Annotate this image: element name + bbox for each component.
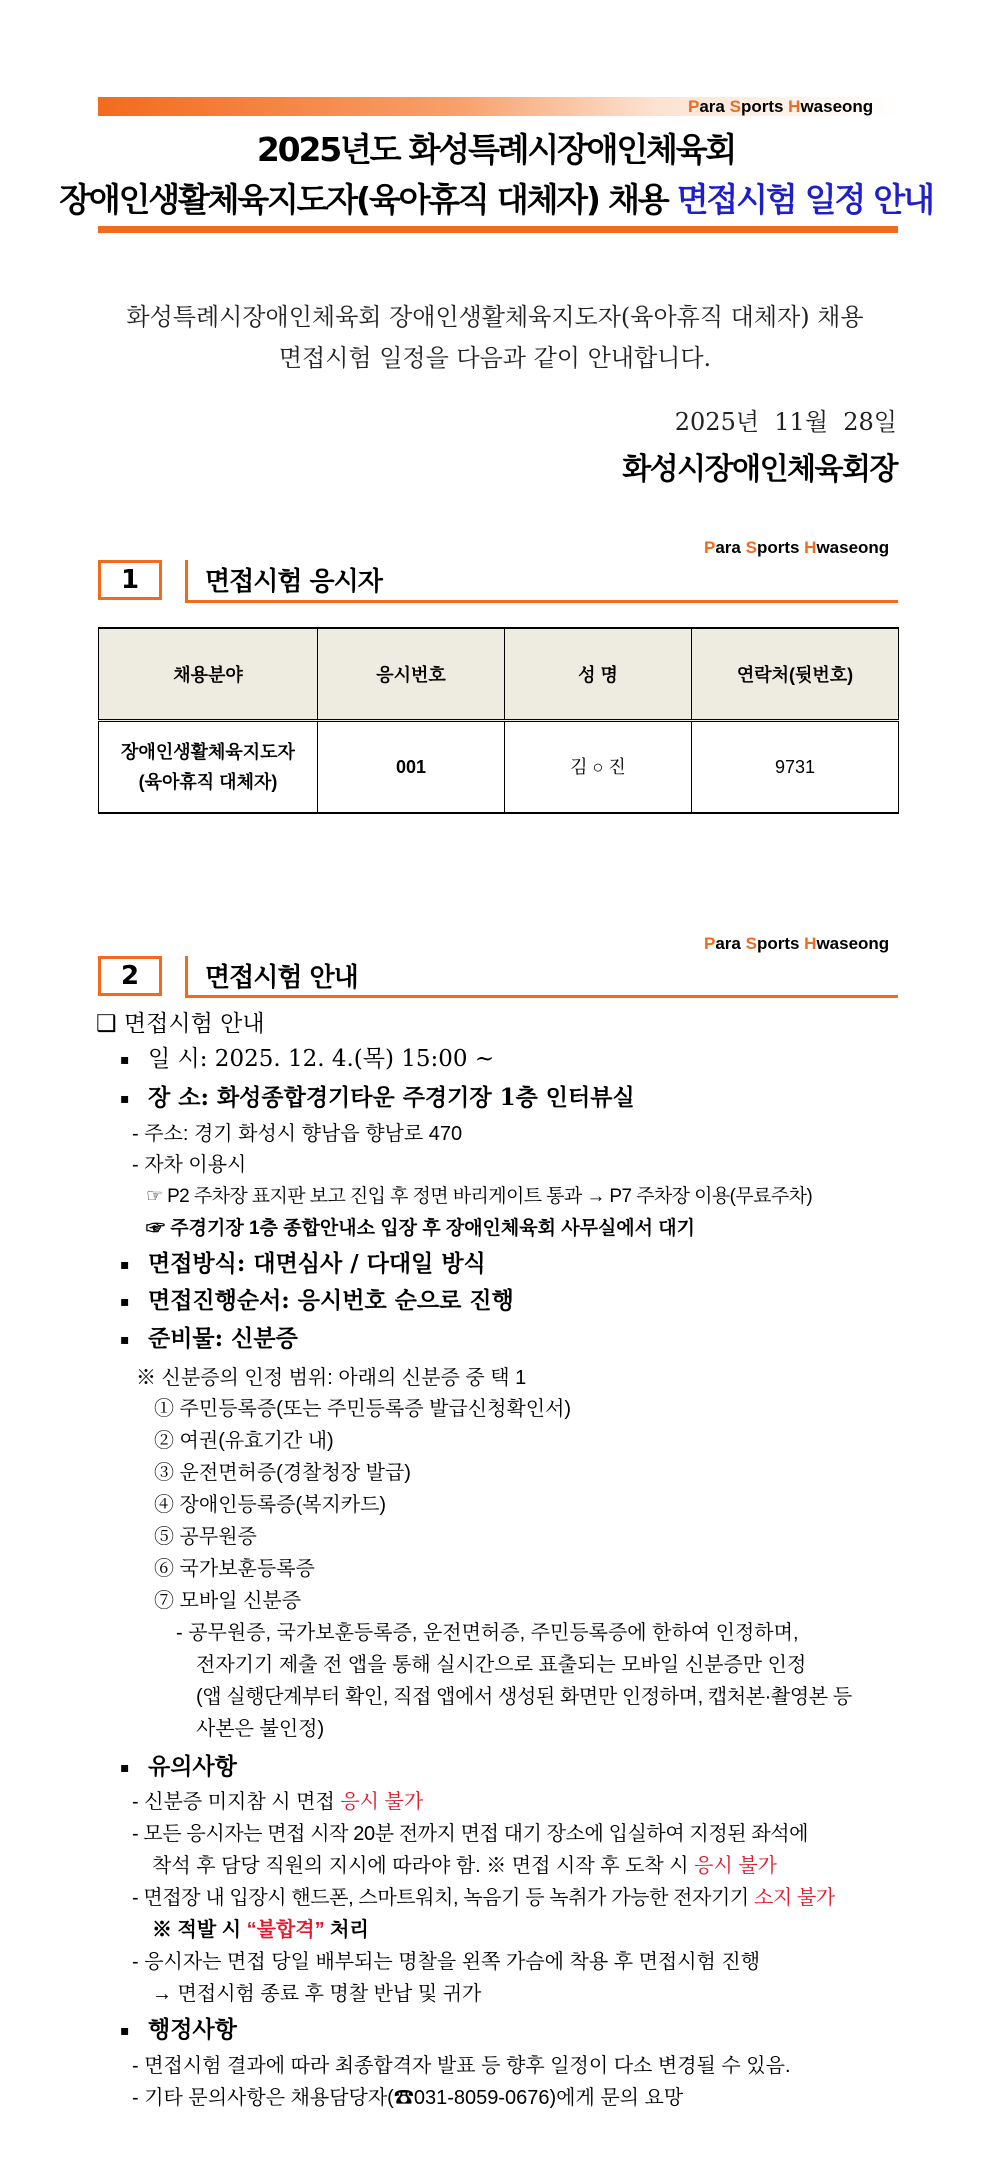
interview-method: 면접방식: 대면심사 / 다대일 방식	[148, 1250, 486, 1277]
bullet-icon: ▪	[120, 1052, 130, 1068]
section-number: 2	[98, 956, 162, 996]
applicant-table	[98, 627, 899, 814]
field-line: 장애인생활체육지도자	[121, 742, 295, 762]
notice-date: 2025년 11월 28일	[674, 408, 897, 436]
car-text: - 자차 이용시	[132, 1154, 247, 1176]
section-underline	[185, 600, 898, 603]
caution-item: 착석 후 담당 직원의 지시에 따라야 함. ※ 면접 시작 후 도착 시 응시 불가	[152, 1855, 777, 1877]
id-list-item: ④ 장애인등록증(복지카드)	[154, 1494, 387, 1516]
section-underline	[185, 995, 898, 998]
id-list-item: ⑤ 공무원증	[154, 1526, 257, 1548]
intro-line2: 면접시험 일정을 다음과 같이 안내합니다.	[278, 344, 712, 372]
table-header-cell: 성 명	[505, 628, 692, 721]
header-underline	[98, 226, 898, 233]
table-header-cell: 채용분야	[99, 628, 318, 721]
caution-item: → 면접시험 종료 후 명찰 반납 및 귀가	[152, 1983, 482, 2005]
interview-datetime: 일 시: 2025. 12. 4.(목) 15:00 ~	[148, 1046, 495, 1072]
mobile-id-note: (앱 실행단계부터 확인, 직접 앱에서 생성된 화면만 인정하며, 캡처본·촬영본 등	[196, 1686, 852, 1708]
address-text: - 주소: 경기 화성시 향남읍 향남로 470	[132, 1123, 463, 1145]
id-list-item: ⑥ 국가보훈등록증	[154, 1558, 315, 1580]
id-list-item: ① 주민등록증(또는 주민등록증 발급신청확인서)	[154, 1398, 572, 1420]
mobile-id-note: 사본은 불인정)	[196, 1718, 325, 1740]
id-note: ※ 신분증의 인정 범위: 아래의 신분증 중 택 1	[136, 1367, 527, 1389]
bullet-icon: ▪	[120, 1332, 130, 1348]
brand-text: Para Sports Hwaseong	[704, 538, 890, 557]
bullet-icon: ▪	[120, 2023, 130, 2039]
table-header-row	[99, 628, 899, 721]
table-header-cell: 연락처(뒷번호)	[692, 628, 899, 721]
table-cell-name: 김 ○ 진	[505, 721, 692, 814]
interview-place: 장 소: 화성종합경기타운 주경기장 1층 인터뷰실	[148, 1084, 635, 1111]
caution-item: - 신분증 미지참 시 면접 응시 불가	[132, 1791, 424, 1813]
id-list-item: ⑦ 모바일 신분증	[154, 1590, 302, 1612]
bullet-icon: ▪	[120, 1294, 130, 1310]
notice-signer: 화성시장애인체육회장	[622, 452, 897, 487]
table-cell-field	[99, 721, 318, 814]
section-title: 면접시험 안내	[205, 963, 358, 993]
caution-item: - 응시자는 면접 당일 배부되는 명찰을 왼쪽 가슴에 착용 후 면접시험 진행	[132, 1951, 761, 1973]
section-title: 면접시험 응시자	[205, 567, 382, 597]
section-number: 1	[98, 560, 162, 600]
table-cell-number: 001	[318, 721, 505, 814]
preparation: 준비물: 신분증	[148, 1325, 298, 1352]
subsection-heading: ❑ 면접시험 안내	[96, 1011, 265, 1037]
caution-item: - 모든 응시자는 면접 시작 20분 전까지 면접 대기 장소에 입실하여 지정된 좌석에	[132, 1823, 809, 1845]
mobile-id-note: 전자기기 제출 전 앱을 통해 실시간으로 표출되는 모바일 신분증만 인정	[196, 1654, 807, 1676]
car-note: ☞ P2 주차장 표지판 보고 진입 후 정면 바리게이트 통과 → P7 주차장 이용(무료주차)	[146, 1186, 813, 1207]
page-title-line2: 장애인생활체육지도자(육아휴직 대체자) 채용 면접시험 일정 안내	[59, 180, 933, 219]
intro-line1: 화성특례시장애인체육회 장애인생활체육지도자(육아휴직 대체자) 채용	[126, 303, 864, 331]
table-header-cell: 응시번호	[318, 628, 505, 721]
admin-title: 행정사항	[148, 2016, 237, 2043]
admin-item: - 기타 문의사항은 채용담당자(☎031-8059-0676)에게 문의 요망	[132, 2087, 684, 2109]
page-title-line1: 2025년도 화성특례시장애인체육회	[256, 130, 736, 169]
brand-text: Para Sports Hwaseong	[704, 934, 890, 953]
section-divider	[185, 956, 188, 996]
table-cell-contact: 9731	[692, 721, 899, 814]
interview-order: 면접진행순서: 응시번호 순으로 진행	[148, 1287, 514, 1314]
car-note-bold: ☞ 주경기장 1층 종합안내소 입장 후 장애인체육회 사무실에서 대기	[146, 1218, 696, 1239]
id-list-item: ② 여권(유효기간 내)	[154, 1430, 334, 1452]
caution-item: - 면접장 내 입장시 핸드폰, 스마트워치, 녹음기 등 녹취가 가능한 전자기기 소지 불가	[132, 1887, 835, 1909]
caution-note: ※ 적발 시 “불합격” 처리	[152, 1919, 369, 1941]
bullet-icon: ▪	[120, 1257, 130, 1273]
section-divider	[185, 560, 188, 600]
id-list-item: ③ 운전면허증(경찰청장 발급)	[154, 1462, 411, 1484]
caution-title: 유의사항	[148, 1753, 237, 1780]
brand-text: Para Sports Hwaseong	[688, 97, 874, 116]
mobile-id-note: - 공무원증, 국가보훈등록증, 운전면허증, 주민등록증에 한하여 인정하며,	[176, 1622, 799, 1644]
admin-item: - 면접시험 결과에 따라 최종합격자 발표 등 향후 일정이 다소 변경될 수 있음.	[132, 2055, 791, 2077]
bullet-icon: ▪	[120, 1760, 130, 1776]
field-line: (육아휴직 대체자)	[138, 772, 278, 792]
table-row	[99, 721, 899, 814]
bullet-icon: ▪	[120, 1091, 130, 1107]
